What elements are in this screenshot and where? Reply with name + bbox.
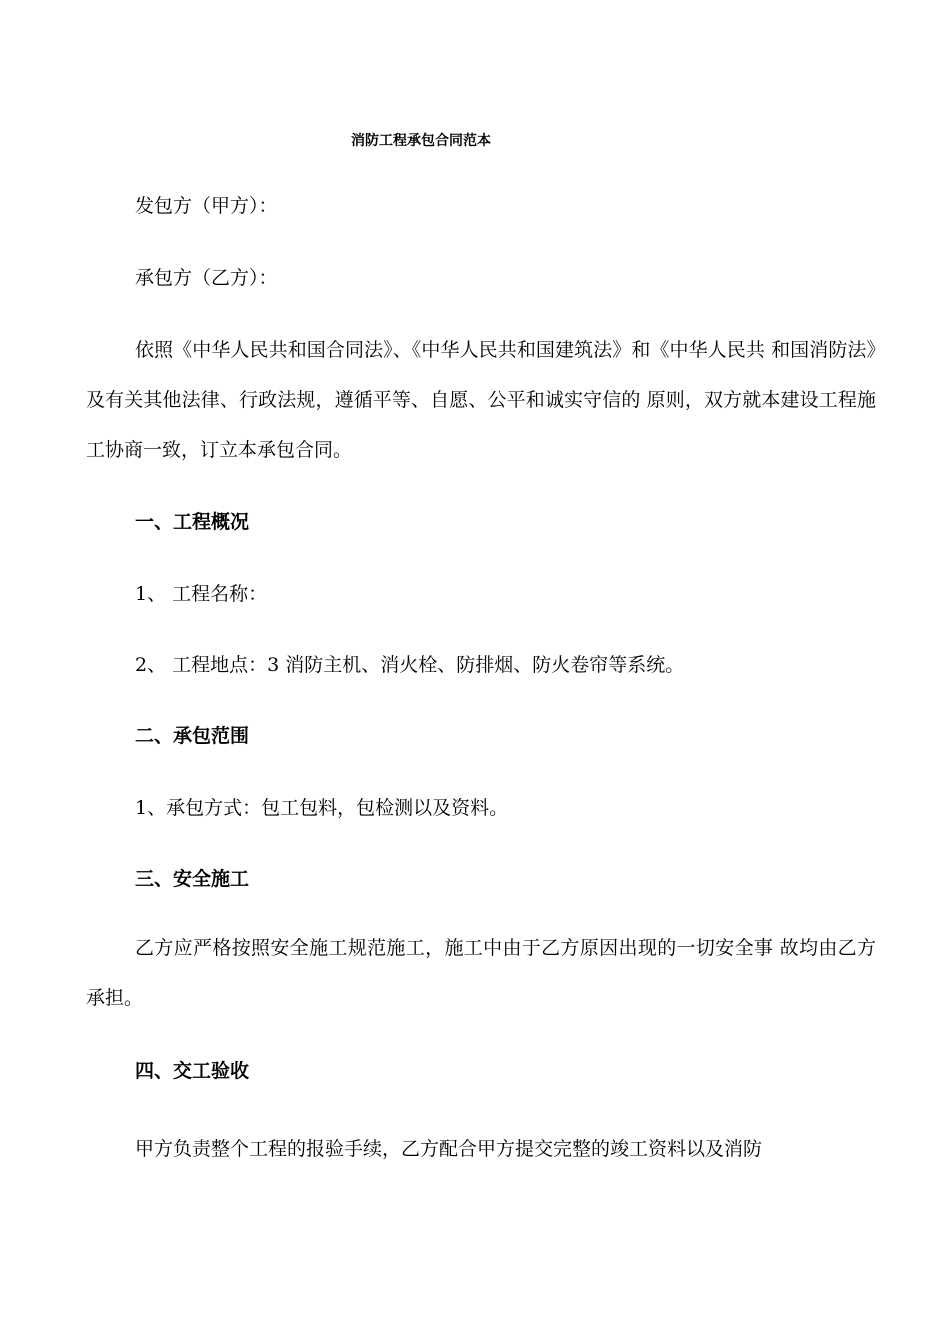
project-name-item: 1、 工程名称：: [135, 583, 268, 605]
contract-method-item: 1、承包方式：包工包料，包检测以及资料。: [135, 797, 509, 819]
section-heading-overview: 一、工程概况: [135, 511, 250, 533]
party-b-line: 承包方（乙方）：: [135, 267, 278, 289]
party-a-line: 发包方（甲方）：: [135, 195, 278, 217]
section-heading-safety: 三、安全施工: [135, 868, 250, 890]
project-location-item: 2、 工程地点：3 消防主机、消火栓、防排烟、防火卷帘等系统。: [135, 654, 685, 676]
section-heading-scope: 二、承包范围: [135, 725, 250, 747]
document-title: 消防工程承包合同范本: [351, 133, 491, 149]
safety-paragraph: 乙方应严格按照安全施工规范施工，施工中由于乙方原因出现的一切安全事 故均由乙方承担。: [86, 937, 876, 1009]
acceptance-paragraph: 甲方负责整个工程的报验手续，乙方配合甲方提交完整的竣工资料以及消防: [135, 1138, 763, 1160]
section-heading-acceptance: 四、交工验收: [135, 1060, 250, 1082]
preamble-paragraph: 依照《中华人民共和国合同法》、《中华人民共和国建筑法》和《中华人民共 和国消防法》及有关其他法律、行政法规，遵循平等、自愿、公平和诚实守信的 原则，双方就本建设工程施工协商一致，订立本承包合同。: [86, 339, 876, 461]
